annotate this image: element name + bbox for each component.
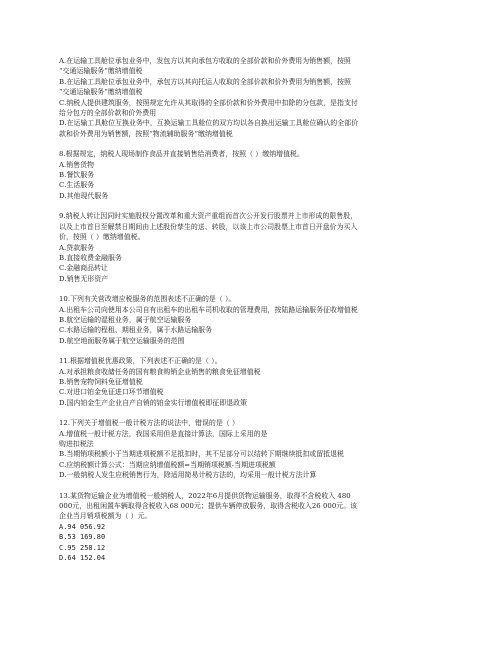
option-line: “交通运输服务”缴纳增值税 — [59, 67, 143, 76]
option-d: D.航空地面服务属于航空运输服务的范围 — [59, 336, 185, 345]
question-stem: 10.下列有关营改增应税服务的范围表述不正确的是（ ）。 — [59, 295, 236, 304]
option-a-continued: 购进扣税法 — [59, 440, 94, 448]
option-line: D.在运输工具舱位互换业务中，互换运输工具舱位的双方均以各自换出运输工具舱位确认的全部价 — [59, 119, 359, 128]
option-b: B.直接收费金融服务 — [59, 253, 122, 262]
option-b: B.航空运输的湿租业务，属于航空运输服务 — [59, 315, 192, 324]
option-line: “交通运输服务”缴纳增值税 — [59, 88, 143, 97]
option-d: D.一般纳税人发生应税销售行为，除适用简易计税方法的，均采用一般计税方法计算 — [59, 471, 317, 480]
option-a: A.94 056.92 — [59, 522, 106, 531]
option-d: D.64 152.04 — [59, 554, 106, 563]
question-stem: 价，按照（ ）缴纳增值税。 — [59, 233, 145, 242]
question-13 — [59, 491, 459, 564]
option-line: B.在运输工具舱位承包业务中，承包方以其向托运人收取的全部价款和价外费用为销售额，按照 — [59, 77, 351, 86]
question-stem: 11.根据增值税优惠政策，下列表述不正确的是（ ）。 — [59, 357, 222, 366]
option-b: B.当期销项税额小于当期进项税额不足抵扣时，其不足部分可以结转下期继续抵扣或留抵退税 — [59, 450, 344, 459]
option-b: B.53 169.80 — [59, 533, 106, 542]
option-d: D.其他现代服务 — [59, 191, 109, 200]
option-b: B.销售宠物饲料免征增值税 — [59, 377, 143, 386]
option-d: D.国内铂金生产企业自产自销的铂金实行增值税即征即退政策 — [59, 398, 248, 407]
question-stem: 9.纳税人转让因同时实施股权分置改革和重大资产重组而首次公开发行股票并上市形成的限售股， — [59, 212, 358, 221]
option-line: C.纳税人提供建筑服务，按照规定允许从其取得的全部价款和价外费用中扣除的分包款，是指支付 — [59, 98, 358, 107]
option-c: C.生活服务 — [59, 181, 95, 190]
option-b: B.餐饮服务 — [59, 171, 95, 180]
option-a: A.增值税一般计税方法，我国采用但是直接计算法，国际上采用的是 — [59, 429, 268, 438]
option-d: D.销售无形资产 — [59, 274, 109, 283]
question-stem: 12.下列关于增值税一般计税方法的说法中，错误的是（ ） — [59, 419, 239, 428]
option-a: A.出租车公司向使用本公司自有出租车的出租车司机收取的管理费用，按陆路运输服务征收增值税 — [59, 305, 358, 314]
document-page — [59, 56, 459, 563]
question-10 — [59, 294, 459, 346]
option-a: A.贷款服务 — [59, 243, 95, 252]
question-stem: 企业当月销项税额为（ ）元。 — [59, 512, 152, 521]
question-stem: 8.根据规定，纳税人现场制作食品并直接销售给消费者，按照（ ）缴纳增值税。 — [59, 150, 304, 159]
option-c: C.对进口铂金免征进口环节增值税 — [59, 388, 164, 397]
question-11 — [59, 356, 459, 408]
option-line: A.在运输工具舱位承包业务中，发包方以其向承包方收取的全部价款和价外费用为销售额，按照 — [59, 57, 351, 65]
option-line: 给分包方的全部价款和价外费用 — [59, 109, 157, 118]
question-stem: 13.某货物运输企业为增值税一般纳税人，2022年6月提供货物运输服务，取得不含税收入 480 — [59, 491, 351, 500]
previous-question-options — [59, 56, 459, 139]
question-9 — [59, 211, 459, 284]
option-line: 款和价外费用为销售额，按照“物流辅助服务”缴纳增值税 — [59, 129, 233, 138]
question-stem: 000元，出租闲置车辆取得含税收入68 000元；提供车辆停放服务，取得含税收入26 000元。该 — [59, 502, 358, 511]
option-a: A.对承担粮食收储任务的国有粮食购销企业销售的粮食免征增值税 — [59, 367, 261, 376]
option-c: C.95 258.12 — [59, 543, 106, 552]
option-c: C.水路运输的程租、期租业务，属于水路运输服务 — [59, 326, 213, 335]
question-stem: 以及上市首日至解禁日期间由上述股份孳生的送、转股，以该上市公司股票上市首日开盘价为买入 — [59, 222, 358, 231]
option-c: C.金融商品转让 — [59, 264, 108, 273]
question-8 — [59, 149, 459, 201]
question-12 — [59, 418, 459, 480]
option-a: A.销售货物 — [59, 160, 95, 169]
option-c: C.应纳税额计算公式：当期应纳增值税额=当期销项税额-当期进项税额 — [59, 460, 276, 469]
